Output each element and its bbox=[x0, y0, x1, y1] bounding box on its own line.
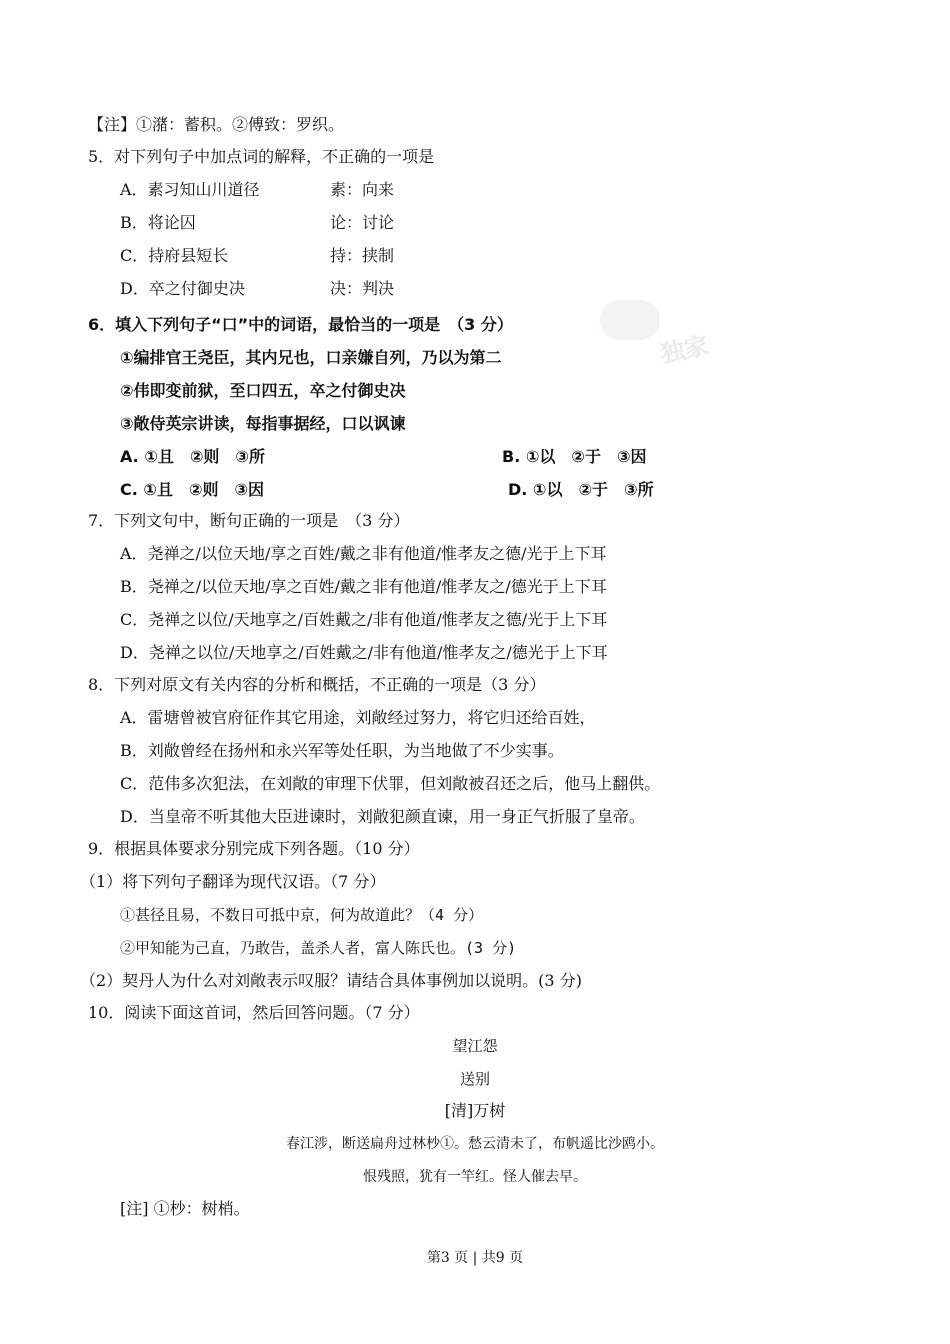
q5-option-b: B．将论囚 bbox=[120, 213, 196, 232]
q9-part-1: （1）将下列句子翻译为现代汉语。（7 分） bbox=[80, 872, 386, 891]
poem-line-2: 恨残照，犹有一竿红。怪人催去早。 bbox=[363, 1169, 587, 1185]
q8-option-d: D．当皇帝不听其他大臣进谏时，刘敞犯颜直谏，用一身正气折服了皇帝。 bbox=[120, 807, 645, 826]
q6-option-d: D. ①以 ②于 ③所 bbox=[508, 480, 654, 499]
q6-option-b: B. ①以 ②于 ③因 bbox=[502, 447, 647, 466]
q6-stem: 6．填入下列句子“口”中的词语，最恰当的一项是 （3 分） bbox=[88, 315, 513, 334]
q7-option-b: B．尧禅之/以位天地/享之百姓/戴之非有他道/惟孝友之/德光于上下耳 bbox=[120, 577, 607, 596]
page-footer: 第3 页 | 共9 页 bbox=[426, 1250, 524, 1266]
q10-stem: 10．阅读下面这首词，然后回答问题。（7 分） bbox=[88, 1003, 420, 1022]
note-top: 【注】①潴：蓄积。②傅致：罗织。 bbox=[88, 115, 345, 134]
q6-sentence-2: ②伟即变前狱，至口四五，卒之付御史决 bbox=[120, 381, 406, 400]
q6-option-a: A. ①且 ②则 ③所 bbox=[120, 447, 265, 466]
q5-option-a: A．素习知山川道径 bbox=[120, 180, 260, 199]
q5-option-b-gloss: 论：讨论 bbox=[330, 213, 395, 232]
q5-option-d: D．卒之付御史决 bbox=[120, 279, 245, 298]
q6-sentence-3: ③敞侍英宗讲读，每指事据经，口以讽谏 bbox=[120, 414, 406, 433]
q7-option-d: D．尧禅之以位/天地享之/百姓戴之/非有他道/惟孝友之/德光于上下耳 bbox=[120, 643, 608, 662]
poem-title: 望江怨 bbox=[452, 1037, 498, 1055]
q5-option-a-gloss: 素：向来 bbox=[330, 180, 395, 199]
poem-author: [清]万树 bbox=[444, 1101, 506, 1120]
q5-option-c-gloss: 持：挟制 bbox=[330, 246, 395, 265]
q8-stem: 8．下列对原文有关内容的分析和概括，不正确的一项是（3 分） bbox=[88, 675, 546, 694]
watermark-logo: 独家 bbox=[658, 331, 711, 369]
poem-subtitle: 送别 bbox=[459, 1070, 490, 1088]
q6-option-c: C. ①且 ②则 ③因 bbox=[120, 480, 265, 499]
q8-option-a: A．雷塘曾被官府征作其它用途，刘敞经过努力，将它归还给百姓， bbox=[120, 708, 596, 727]
q5-option-d-gloss: 决：判决 bbox=[330, 279, 395, 298]
q9-part-2: （2）契丹人为什么对刘敞表示叹服？请结合具体事例加以说明。(3 分) bbox=[80, 971, 582, 990]
q5-stem: 5．对下列句子中加点词的解释，不正确的一项是 bbox=[88, 147, 435, 166]
q9-part-1b: ②甲知能为己直，乃敢告，盖杀人者，富人陈氏也。(3 分) bbox=[120, 939, 517, 957]
poem-note: [注] ①杪：树梢。 bbox=[120, 1199, 250, 1218]
watermark-logo bbox=[600, 300, 660, 340]
poem-line-1: 春江涉，断送扁舟过林杪①。愁云清未了，布帆遥比沙鸥小。 bbox=[286, 1136, 664, 1152]
q8-option-b: B．刘敞曾经在扬州和永兴军等处任职，为当地做了不少实事。 bbox=[120, 741, 564, 760]
q6-sentence-1: ①编排官王尧臣，其内兄也，口亲嫌自列，乃以为第二 bbox=[120, 348, 502, 367]
q7-stem: 7．下列文句中，断句正确的一项是 （3 分） bbox=[88, 511, 410, 530]
q8-option-c: C．范伟多次犯法，在刘敞的审理下伏罪，但刘敞被召还之后，他马上翻供。 bbox=[120, 774, 661, 793]
q9-part-1a: ①甚径且易，不数日可抵中京，何为故道此？（4 分） bbox=[120, 906, 484, 924]
q5-option-c: C．持府县短长 bbox=[120, 246, 229, 265]
q9-stem: 9．根据具体要求分别完成下列各题。（10 分） bbox=[88, 839, 420, 858]
q7-option-a: A．尧禅之/以位天地/享之百姓/戴之非有他道/惟孝友之德/光于上下耳 bbox=[120, 544, 607, 563]
q7-option-c: C．尧禅之以位/天地享之/百姓戴之/非有他道/惟孝友之德/光于上下耳 bbox=[120, 610, 608, 629]
